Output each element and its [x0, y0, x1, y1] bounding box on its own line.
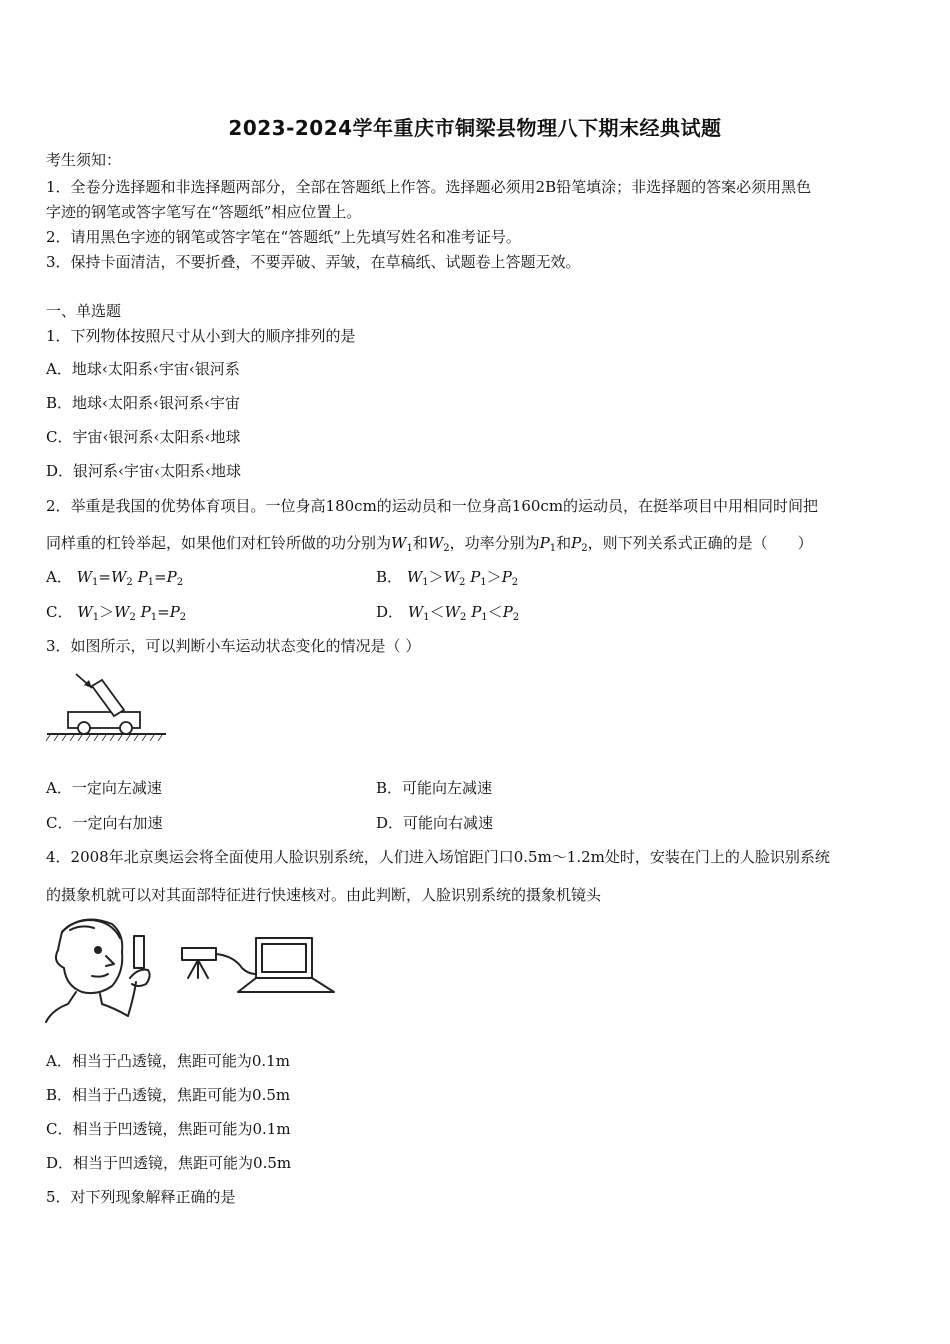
cart-figure: [44, 668, 170, 746]
page-title: 2023-2024学年重庆市铜梁县物理八下期末经典试题: [228, 116, 722, 140]
q2-stem-line-1: 2．举重是我国的优势体育项目。一位身高180cm的运动员和一位身高160cm的运动员，在挺举项目中用相同时间把: [46, 497, 819, 515]
q2-option-a: A． $W_1=W_2$ $P_1=P_2$: [46, 568, 184, 588]
q4-option-d: D．相当于凹透镜，焦距可能为0.5m: [46, 1154, 292, 1172]
notice-item-1-line-2: 字迹的钢笔或答字笔写在“答题纸”相应位置上。: [46, 203, 362, 221]
q5-stem: 5．对下列现象解释正确的是: [46, 1188, 236, 1206]
q4-stem-line-1: 4．2008年北京奥运会将全面使用人脸识别系统，人们进入场馆距门口0.5m～1.2m处时，安装在门上的人脸识别系统: [46, 848, 830, 866]
section-heading: 一、单选题: [46, 302, 122, 320]
q1-option-a: A．地球‹太阳系‹宇宙‹银河系: [46, 360, 240, 378]
q3-option-d: D．可能向右减速: [376, 814, 494, 832]
q3-stem: 3．如图所示，可以判断小车运动状态变化的情况是（ ）: [46, 637, 421, 655]
q3-option-b: B．可能向左减速: [376, 779, 493, 797]
q4-option-b: B．相当于凸透镜，焦距可能为0.5m: [46, 1086, 291, 1104]
q3-option-a: A．一定向左减速: [46, 779, 162, 797]
q1-option-d: D．银河系‹宇宙‹太阳系‹地球: [46, 462, 242, 480]
q4-option-a: A．相当于凸透镜，焦距可能为0.1m: [46, 1052, 290, 1070]
notice-item-3: 3．保持卡面清洁，不要折叠，不要弄破、弄皱，在草稿纸、试题卷上答题无效。: [46, 253, 581, 271]
notice-item-2: 2．请用黑色字迹的钢笔或答字笔在“答题纸”上先填写姓名和准考证号。: [46, 228, 521, 246]
q2-stem-line-2: 同样重的杠铃举起，如果他们对杠铃所做的功分别为$W_1$和$W_2$，功率分别为$P_1$和$P_2$，则下列关系式正确的是（ ）: [46, 534, 813, 554]
q1-option-c: C．宇宙‹银河系‹太阳系‹地球: [46, 428, 241, 446]
q4-stem-line-2: 的摄象机就可以对其面部特征进行快速核对。由此判断，人脸识别系统的摄象机镜头: [46, 886, 602, 904]
notice-heading: 考生须知：: [46, 151, 122, 169]
q3-option-c: C．一定向右加速: [46, 814, 163, 832]
q2-option-d: D． $W_1<W_2$ $P_1<P_2$: [376, 603, 520, 623]
q2-option-c: C． $W_1>W_2$ $P_1=P_2$: [46, 603, 187, 623]
face-recognition-figure: [42, 912, 338, 1026]
q1-stem: 1．下列物体按照尺寸从小到大的顺序排列的是: [46, 327, 356, 345]
notice-item-1-line-1: 1．全卷分选择题和非选择题两部分，全部在答题纸上作答。选择题必须用2B铅笔填涂；非选择题的答案必须用黑色: [46, 178, 812, 196]
q4-option-c: C．相当于凹透镜，焦距可能为0.1m: [46, 1120, 291, 1138]
q2-option-b: B． $W_1>W_2$ $P_1>P_2$: [376, 568, 519, 588]
q1-option-b: B．地球‹太阳系‹银河系‹宇宙: [46, 394, 241, 412]
